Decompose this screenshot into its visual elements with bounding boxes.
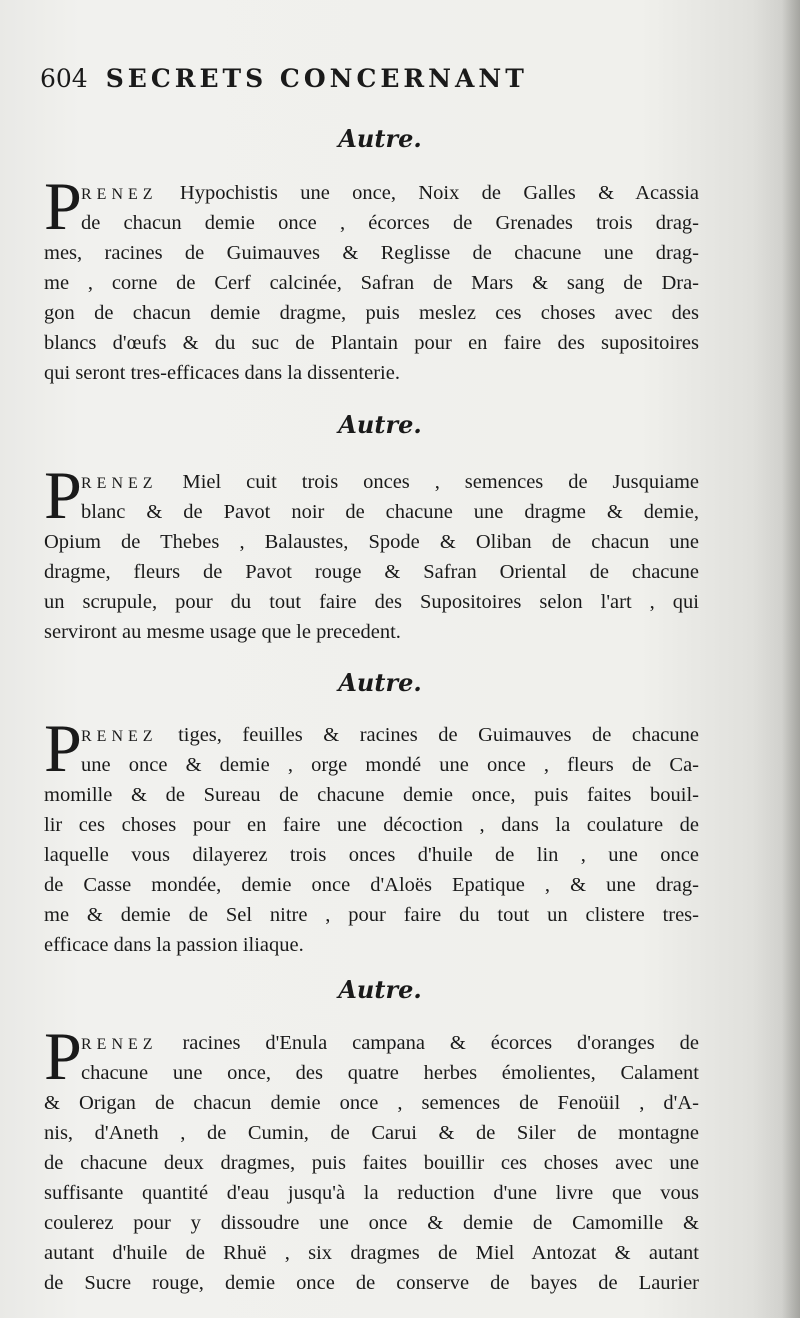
page-number: 604 bbox=[40, 64, 88, 93]
text-line: mes, racines de Guimauves & Reglisse de chacune une drag- bbox=[44, 242, 699, 264]
drop-cap: P bbox=[44, 1018, 82, 1094]
section-heading: Autre. bbox=[338, 124, 422, 153]
text-line: de chacun demie once , écorces de Grenades trois drag- bbox=[81, 212, 699, 234]
running-title: SECRETS CONCERNANT bbox=[105, 64, 528, 93]
running-header bbox=[40, 62, 600, 96]
text-line: gon de chacun demie dragme, puis meslez ces choses avec des bbox=[44, 302, 699, 324]
text-line: blancs d'œufs & du suc de Plantain pour en faire des supositoires bbox=[44, 332, 699, 354]
text-line: lir ces choses pour en faire une décoction , dans la coulature de bbox=[44, 814, 699, 836]
section-heading: Autre. bbox=[338, 668, 422, 697]
text-line: laquelle vous dilayerez trois onces d'huile de lin , une once bbox=[44, 844, 699, 866]
lead-word: RENEZ bbox=[81, 475, 158, 492]
text-line: RENEZ tiges, feuilles & racines de Guimauves de chacune bbox=[81, 724, 700, 746]
section-heading: Autre. bbox=[338, 975, 422, 1004]
text-line: RENEZ Hypochistis une once, Noix de Galles & Acassia bbox=[81, 182, 700, 204]
text-line: un scrupule, pour du tout faire des Supositoires selon l'art , qui bbox=[44, 591, 699, 613]
text-line: qui seront tres-efficaces dans la dissenterie. bbox=[44, 362, 400, 384]
text-line: suffisante quantité d'eau jusqu'à la reduction d'une livre que vous bbox=[44, 1182, 699, 1204]
text-line: une once & demie , orge mondé une once , fleurs de Ca- bbox=[81, 754, 699, 776]
text-line: autant d'huile de Rhuë , six dragmes de Miel Antozat & autant bbox=[44, 1242, 699, 1264]
text-line: coulerez pour y dissoudre une once & demie de Camomille & bbox=[44, 1212, 699, 1234]
drop-cap: P bbox=[44, 457, 82, 533]
drop-cap: P bbox=[44, 168, 82, 244]
text-line: me & demie de Sel nitre , pour faire du tout un clistere tres- bbox=[44, 904, 699, 926]
text-line: chacune une once, des quatre herbes émolientes, Calament bbox=[81, 1062, 699, 1084]
text-line: me , corne de Cerf calcinée, Safran de Mars & sang de Dra- bbox=[44, 272, 699, 294]
text-line: dragme, fleurs de Pavot rouge & Safran Oriental de chacune bbox=[44, 561, 699, 583]
text-line: efficace dans la passion iliaque. bbox=[44, 934, 304, 956]
text-line: Opium de Thebes , Balaustes, Spode & Oliban de chacun une bbox=[44, 531, 699, 553]
text-line: momille & de Sureau de chacune demie once, puis faites bouil- bbox=[44, 784, 699, 806]
lead-word: RENEZ bbox=[81, 186, 158, 203]
text-line: de Sucre rouge, demie once de conserve de bayes de Laurier bbox=[44, 1272, 699, 1294]
text-line: de chacune deux dragmes, puis faites bouillir ces choses avec une bbox=[44, 1152, 699, 1174]
text-line: de Casse mondée, demie once d'Aloës Epatique , & une drag- bbox=[44, 874, 699, 896]
text-line: RENEZ racines d'Enula campana & écorces d'oranges de bbox=[81, 1032, 700, 1054]
text-line: blanc & de Pavot noir de chacune une dragme & demie, bbox=[81, 501, 699, 523]
section-heading: Autre. bbox=[338, 410, 422, 439]
text-line: RENEZ Miel cuit trois onces , semences de Jusquiame bbox=[81, 471, 699, 493]
text-line: & Origan de chacun demie once , semences de Fenoüil , d'A- bbox=[44, 1092, 699, 1114]
lead-word: RENEZ bbox=[81, 1036, 158, 1053]
text-line: serviront au mesme usage que le precedent. bbox=[44, 621, 401, 643]
text-line: nis, d'Aneth , de Cumin, de Carui & de Siler de montagne bbox=[44, 1122, 699, 1144]
drop-cap: P bbox=[44, 710, 82, 786]
lead-word: RENEZ bbox=[81, 728, 158, 745]
